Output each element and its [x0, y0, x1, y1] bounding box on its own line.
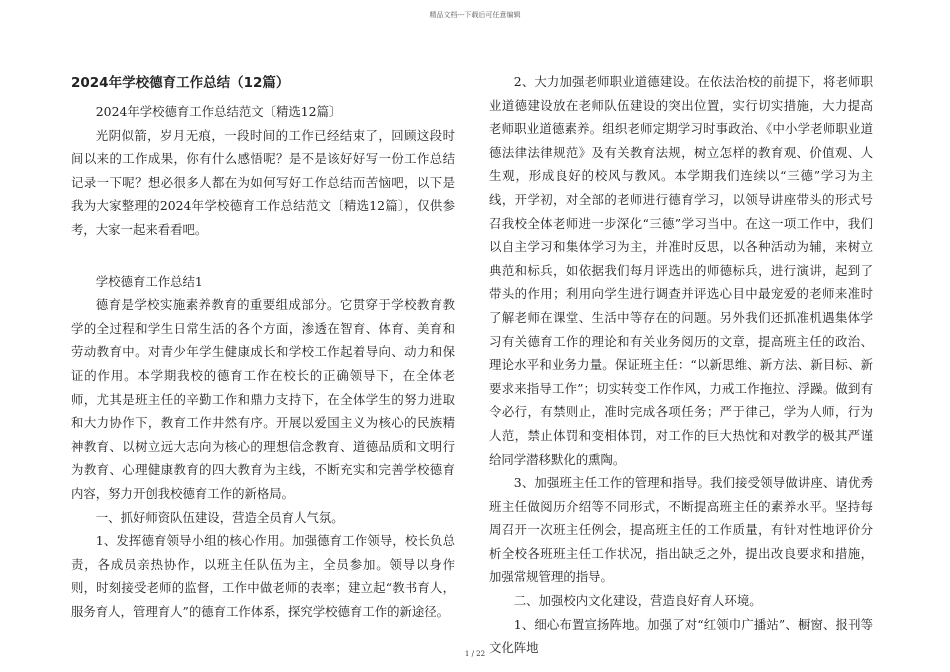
- page-number: 1 / 22: [464, 650, 486, 658]
- right-column: [489, 70, 873, 660]
- page-header: 精品文档---下载后可任意编辑: [429, 11, 521, 19]
- body-paragraph: 1、细心布置宣扬阵地。加强了对“红领巾广播站”、橱窗、报刊等文化阵地: [489, 616, 873, 656]
- spacer: [71, 242, 455, 270]
- body-paragraph: 1、发挥德育领导小组的核心作用。加强德育工作领导，校长负总责，各成员亲热协作，以班主任队伍为主，全员参加。领导以身作则，时刻接受老师的监督，工作中做老师的表率；建立起“教书育人，服务育人，管理育人”的德育工作体系，探究学校德育工作的新途径。: [71, 533, 455, 619]
- intro-paragraph: 光阴似箭，岁月无痕，一段时间的工作已经结束了，回顾这段时间以来的工作成果，你有什么感悟呢？是不是该好好写一份工作总结记录一下呢？想必很多人都在为如何写好工作总结而苦恼吧，以下是我为大家整理的2024年学校德育工作总结范文〔精选12篇〕，仅供参考，大家一起来看看吧。: [71, 127, 455, 237]
- section-heading: 学校德育工作总结1: [95, 273, 203, 289]
- left-column: [71, 70, 455, 623]
- body-paragraph: 2、大力加强老师职业道德建设。在依法治校的前提下，将老师职业道德建设放在老师队伍建设的突出位置，实行切实措施，大力提高老师职业道德素养。组织老师定期学习时事政治、《中小学老师职业道德法律法律规范》及有关教育法规，树立怎样的教育观、价值观、人生观，形成良好的校风与教风。本学期我们连续以“三德”学习为主线，开学初，对全部的老师进行德育学习，以领导讲座带头的形式号召我校全体老师进一步深化“三德”学习当中。在这一项工作中，我们以自主学习和集体学习为主，并准时反思，以各种活动为辅，来树立典范和标兵，如依据我们每月评选出的师德标兵，进行演讲，起到了带头的作用；利用向学生进行调查并评选心目中最宠爱的老师来准时了解老师在课堂、生活中等存在的问题。另外我们还抓准机遇集体学习有关德育工作的理论和有关业务阅历的文章，提高班主任的政治、理论水平和业务力量。保证班主任：“以新思维、新方法、新目标、新要求来指导工作”；切实转变工作作风，力戒工作拖拉、浮躁。做到有令必行，有禁则止，准时完成各项任务；严于律己，学为人师，行为人范，禁止体罚和变相体罚，对工作的巨大热忱和对教学的极其严谨给同学潜移默化的熏陶。: [489, 74, 873, 467]
- document-title: 2024年学校德育工作总结（12篇）: [71, 75, 290, 91]
- body-paragraph: 3、加强班主任工作的管理和指导。我们接受领导做讲座、请优秀班主任做阅历介绍等不同形式，不断提高班主任的素养水平。坚持每周召开一次班主任例会，提高班主任的工作质量，有针对性地评价分析全校各班班主任工作状况，指出缺乏之外，提出改良要求和措施，加强常规管理的指导。: [489, 475, 873, 585]
- document-subtitle: 2024年学校德育工作总结范文〔精选12篇〕: [95, 104, 342, 119]
- body-paragraph: 德育是学校实施素养教育的重要组成部分。它贯穿于学校教育教学的全过程和学生日常生活的各个方面，渗透在智育、体育、美育和劳动教育中。对青少年学生健康成长和学校工作起着导向、动力和保证的作用。本学期我校的德育工作在校长的正确领导下，在全体老师，尤其是班主任的辛勤工作和鼎力支持下，在全体学生的努力进取和大力协作下，教育工作井然有序。开展以爱国主义为核心的民族精神教育、以树立远大志向为核心的理想信念教育、道德品质和文明行为教育、心理健康教育的四大教育为主线，不断充实和完善学校德育内容，努力开创我校德育工作的新格局。: [71, 297, 455, 501]
- body-paragraph: 二、加强校内文化建设，营造良好育人环境。: [513, 593, 762, 609]
- body-paragraph: 一、抓好师资队伍建设，营造全员育人气氛。: [95, 509, 344, 525]
